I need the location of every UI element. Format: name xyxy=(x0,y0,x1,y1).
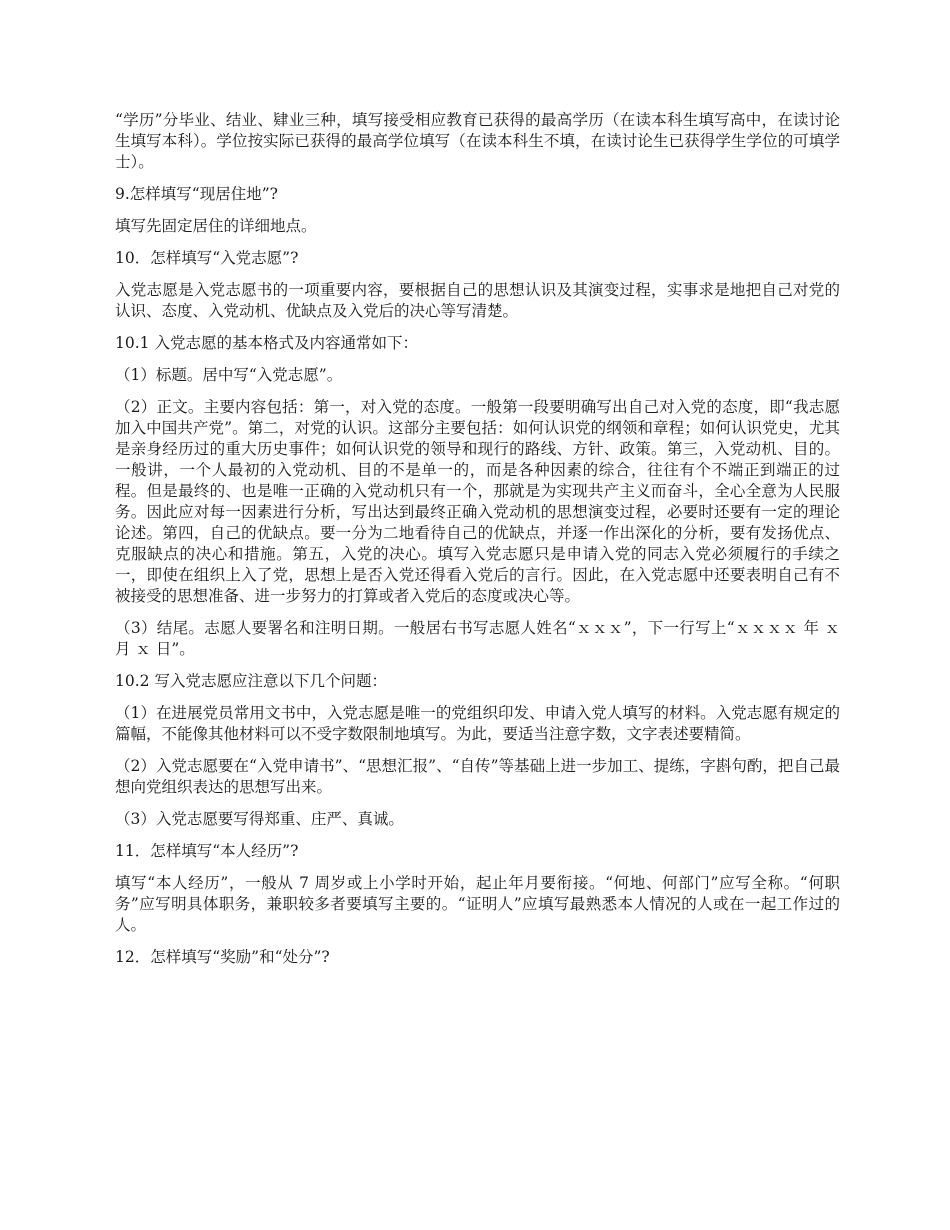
heading-q12-rewards-punishments: 12．怎样填写“奖励”和“处分”? xyxy=(115,948,330,966)
paragraph-format-title: （1）标题。居中写“入党志愿”。 xyxy=(115,366,343,384)
paragraph-note-2: （2）入党志愿要在“入党申请书”、“思想汇报”、“自传”等基础上进一步加工、提练，字斟句酌，把自己最想向党组织表达的思想写出来。 xyxy=(115,757,840,796)
paragraph-format-ending: （3）结尾。志愿人要署名和注明日期。一般居右书写志愿人姓名“ｘｘｘ”，下一行写上“ｘｘｘｘ 年 ｘ 月 ｘ 日”。 xyxy=(115,619,840,658)
paragraph-experience: 填写“本人经历”，一般从 7 周岁或上小学时开始，起止年月要衔接。“何地、何部门”应写全称。“何职务”应写明具体职务，兼职较多者要填写主要的。“证明人”应填写最熟悉本人情况的人或在一起工作过的人。 xyxy=(115,874,840,934)
heading-q9-residence: 9.怎样填写“现居住地”? xyxy=(115,185,278,203)
paragraph-note-1: （1）在进展党员常用文书中，入党志愿是唯一的党组织印发、申请入党人填写的材料。入党志愿有规定的篇幅，不能像其他材料可以不受字数限制地填写。为此，要适当注意字数，文字表述要精简。 xyxy=(115,704,840,743)
document-body xyxy=(115,110,840,979)
heading-10-2-notes: 10.2 写入党志愿应注意以下几个问题： xyxy=(115,672,387,690)
paragraph-format-body: （2）正文。主要内容包括：第一，对入党的态度。一般第一段要明确写出自己对入党的态度，即“我志愿加入中国共产党”。第二，对党的认识。这部分主要包括：如何认识党的纲领和章程；如何认识党史，尤其是亲身经历过的重大历史事件；如何认识党的领导和现行的路线、方针、政策。第三，入党动机、目的。一般讲，一个人最初的入党动机、目的不是单一的，而是各种因素的综合，往往有个不端正到端正的过程。但是最终的、也是唯一正确的入党动机只有一个，那就是为实现共产主义而奋斗，全心全意为人民服务。因此应对每一因素进行分析，写出达到最终正确入党动机的思想演变过程，必要时还要有一定的理论论述。第四，自己的优缺点。要一分为二地看待自己的优缺点，并逐一作出深化的分析，要有发扬优点、克服缺点的决心和措施。第五，入党的决心。填写入党志愿只是申请入党的同志入党必须履行的手续之一，即使在组织上入了党，思想上是否入党还得看入党后的言行。因此，在入党志愿中还要表明自己有不被接受的思想准备、进一步努力的打算或者入党后的态度或决心等。 xyxy=(115,398,840,605)
heading-10-1-format: 10.1 入党志愿的基本格式及内容通常如下： xyxy=(115,334,418,352)
paragraph-residence: 填写先固定居住的详细地点。 xyxy=(115,217,317,235)
paragraph-education-degree: “学历”分毕业、结业、肄业三种，填写接受相应教育已获得的最高学历（在读本科生填写高中，在读讨论生填写本科）。学位按实际已获得的最高学位填写（在读本科生不填，在读讨论生已获得学生学位的可填学士）。 xyxy=(115,111,840,171)
heading-q11-experience: 11．怎样填写“本人经历”? xyxy=(115,842,299,860)
paragraph-note-3: （3）入党志愿要写得郑重、庄严、真诚。 xyxy=(115,810,404,828)
heading-q10-party-aspiration: 10．怎样填写“入党志愿”? xyxy=(115,249,299,267)
paragraph-aspiration-intro: 入党志愿是入党志愿书的一项重要内容，要根据自己的思想认识及其演变过程，实事求是地把自己对党的认识、态度、入党动机、优缺点及入党后的决心等写清楚。 xyxy=(115,281,840,320)
